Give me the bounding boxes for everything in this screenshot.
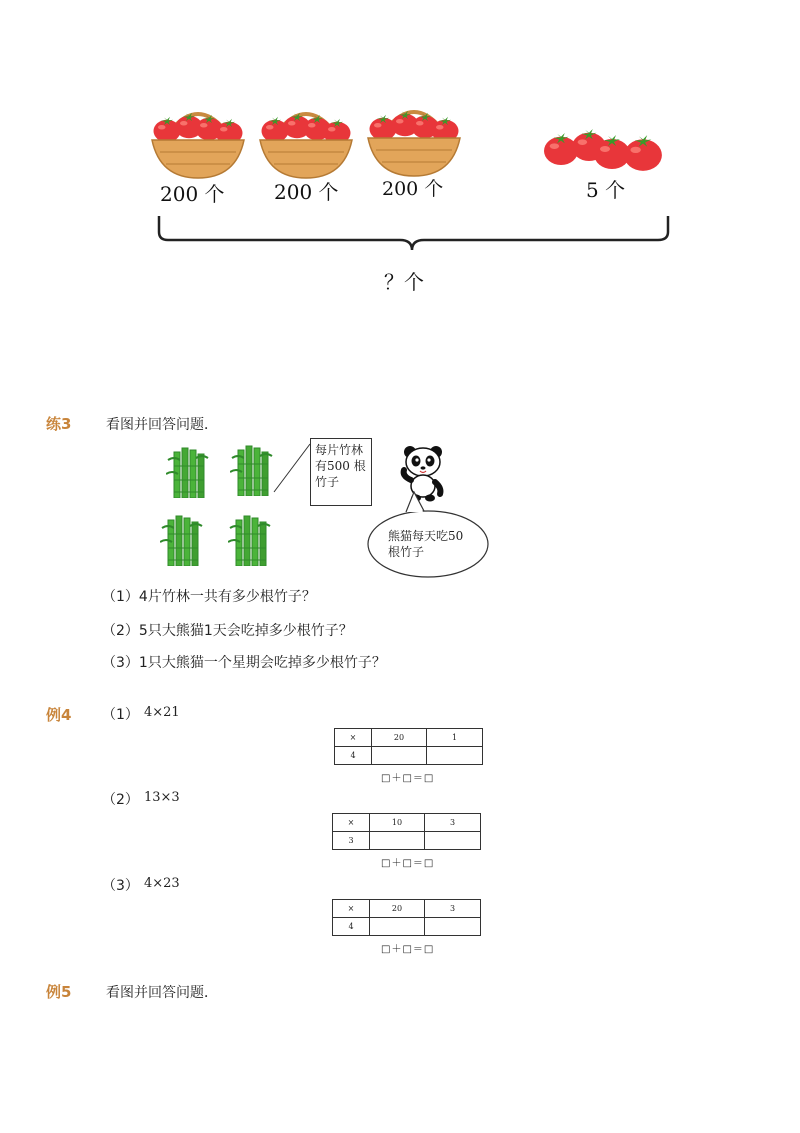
basket-label: 200 个	[160, 182, 225, 206]
basket-label: 200 个	[274, 180, 339, 204]
grid-header-cell: 20	[370, 900, 425, 918]
grid-answer-cell	[427, 747, 483, 765]
example-5-instruction: 看图并回答问题．	[106, 985, 218, 1001]
total-label: ？个	[384, 270, 424, 294]
grid-row-cell: 4	[333, 918, 370, 936]
tomato-basket-image	[366, 98, 462, 178]
example-4-item-label: （3）	[102, 878, 139, 894]
grid-row-cell: 4	[335, 747, 372, 765]
grid-header-cell: 3	[425, 900, 481, 918]
question-2: （2）5只大熊猫1天会吃掉多少根竹子？	[102, 623, 353, 639]
bamboo-grove-icon	[166, 446, 210, 498]
example-4-expression: 13×3	[144, 790, 180, 805]
note-line: 竹子	[315, 475, 340, 489]
example-4-expression: 4×21	[144, 705, 180, 720]
grid-answer-cell	[425, 832, 481, 850]
equation-blanks: □＋□＝□	[381, 773, 435, 784]
grid-header-cell: ×	[333, 814, 370, 832]
equation-blanks: □＋□＝□	[381, 944, 435, 955]
grid-header-cell: ×	[333, 900, 370, 918]
note-line: 每片竹林	[315, 443, 364, 457]
bubble-text	[388, 528, 463, 560]
bubble-line: 根竹子	[388, 545, 425, 559]
example-4-expression: 4×23	[144, 876, 180, 891]
tomato-basket-image	[258, 100, 354, 180]
grid-header-cell: 10	[370, 814, 425, 832]
equation-blanks: □＋□＝□	[381, 858, 435, 869]
practice-3-instruction: 看图并回答问题．	[106, 417, 218, 433]
curly-brace	[150, 216, 680, 268]
grid-answer-cell	[370, 832, 425, 850]
bamboo-note	[310, 438, 372, 506]
bamboo-grove-icon	[230, 444, 274, 496]
multiplication-grid	[332, 813, 481, 850]
question-3: （3）1只大熊猫一个星期会吃掉多少根竹子？	[102, 655, 386, 671]
grid-answer-cell	[425, 918, 481, 936]
grid-answer-cell	[370, 918, 425, 936]
question-1: （1）4片竹林一共有多少根竹子？	[102, 589, 316, 605]
grid-row-cell: 3	[333, 832, 370, 850]
example-5-tag: 例5	[46, 983, 72, 1001]
practice-3-tag: 练3	[46, 415, 72, 433]
bamboo-grove-icon	[160, 514, 204, 566]
loose-tomatoes-image	[542, 126, 666, 174]
grid-header-cell: 20	[372, 729, 427, 747]
tomato-figure	[0, 0, 800, 320]
example-4-item-label: （2）	[102, 792, 139, 808]
grid-header-cell: ×	[335, 729, 372, 747]
example-4-tag: 例4	[46, 706, 72, 724]
multiplication-grid	[334, 728, 483, 765]
basket-label: 200 个	[382, 178, 444, 200]
loose-label: 5 个	[586, 178, 626, 202]
multiplication-grid	[332, 899, 481, 936]
grid-header-cell: 3	[425, 814, 481, 832]
bubble-line: 熊猫每天吃50	[388, 529, 464, 543]
grid-header-cell: 1	[427, 729, 483, 747]
bamboo-grove-icon	[228, 514, 272, 566]
note-line: 有500 根	[315, 459, 366, 473]
grid-answer-cell	[372, 747, 427, 765]
tomato-basket-image	[150, 100, 246, 180]
example-4-item-label: （1）	[102, 707, 139, 723]
